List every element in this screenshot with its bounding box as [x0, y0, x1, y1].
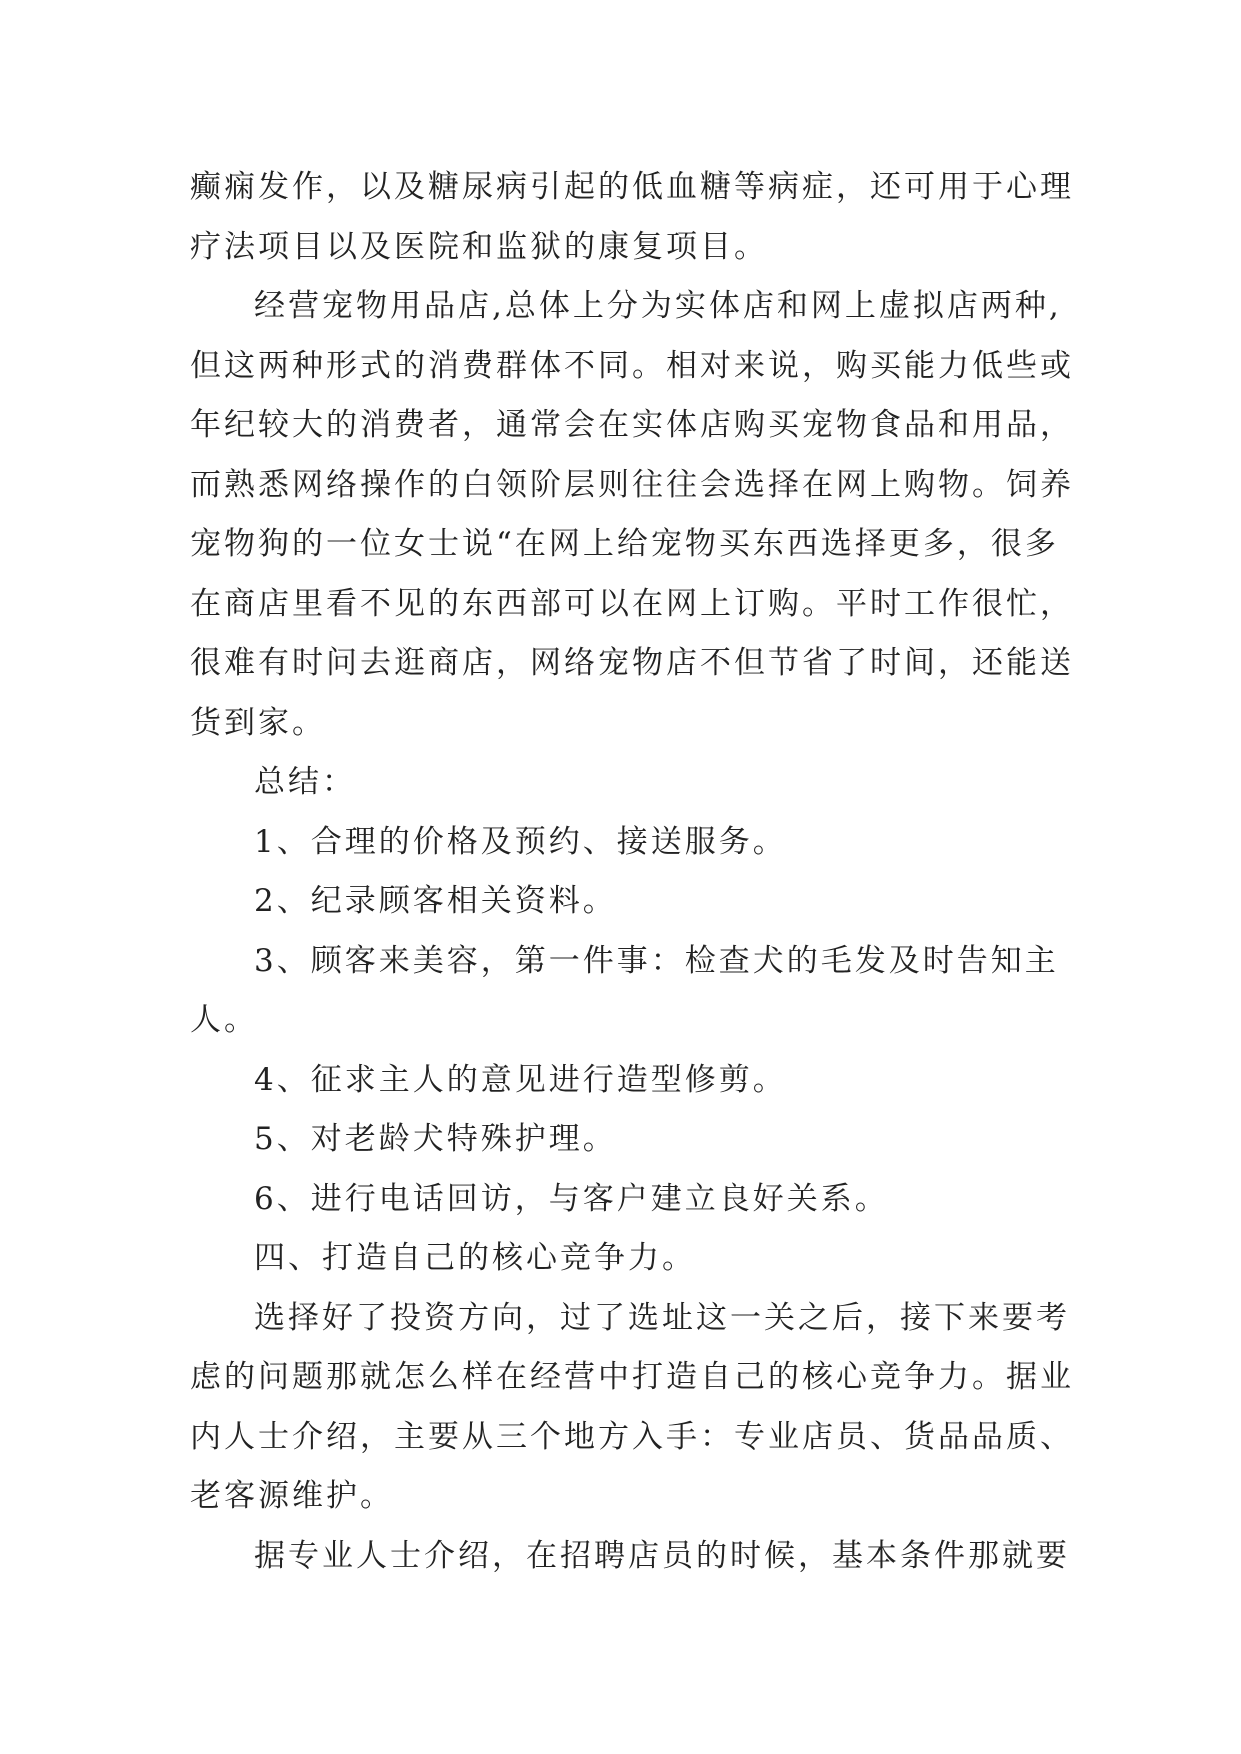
text-line: 内人士介绍，主要从三个地方入手：专业店员、货品品质、	[190, 1418, 1074, 1455]
text-line: 年纪较大的消费者，通常会在实体店购买宠物食品和用品，	[190, 407, 1074, 443]
summary-item: 4、征求主人的意见进行造型修剪。	[254, 1061, 787, 1098]
text-line: 很难有时问去逛商店，网络宠物店不但节省了时间，还能送	[190, 645, 1074, 681]
section-heading: 四、打造自己的核心竞争力。	[254, 1240, 696, 1276]
paragraph-first-line: 经营宠物用品店,总体上分为实体店和网上虚拟店两种,	[254, 288, 1062, 324]
text-line: 货到家。	[190, 704, 326, 741]
paragraph-first-line: 选择好了投资方向，过了选址这一关之后，接下来要考	[254, 1299, 1070, 1336]
text-line: 癫痫发作，以及糖尿病引起的低血糖等病症，还可用于心理	[190, 169, 1074, 205]
document-body	[190, 158, 1090, 1586]
text-line: 在商店里看不见的东西部可以在网上订购。平时工作很忙，	[190, 585, 1074, 622]
text-line: 疗法项目以及医院和监狱的康复项目。	[190, 228, 768, 265]
text-line: 宠物狗的一位女士说“在网上给宠物买东西选择更多，很多	[190, 526, 1059, 562]
text-line: 而熟悉网络操作的白领阶层则往往会选择在网上购物。饲养	[190, 466, 1074, 503]
summary-item: 5、对老龄犬特殊护理。	[254, 1121, 617, 1157]
text-line: 但这两种形式的消费群体不同。相对来说，购买能力低些或	[190, 347, 1074, 384]
text-line: 老客源维护。	[190, 1478, 394, 1514]
summary-item: 1、合理的价格及预约、接送服务。	[254, 823, 787, 860]
summary-heading: 总结：	[254, 764, 356, 800]
text-line: 虑的问题那就怎么样在经营中打造自己的核心竞争力。据业	[190, 1359, 1074, 1395]
paragraph-first-line: 据专业人士介绍，在招聘店员的时候，基本条件那就要	[254, 1537, 1070, 1574]
summary-item: 2、纪录顾客相关资料。	[254, 883, 617, 919]
summary-item: 6、进行电话回访，与客户建立良好关系。	[254, 1180, 889, 1217]
text-line: 人。	[190, 1002, 258, 1038]
summary-item: 3、顾客来美容，第一件事：检查犬的毛发及时告知主	[254, 942, 1059, 979]
